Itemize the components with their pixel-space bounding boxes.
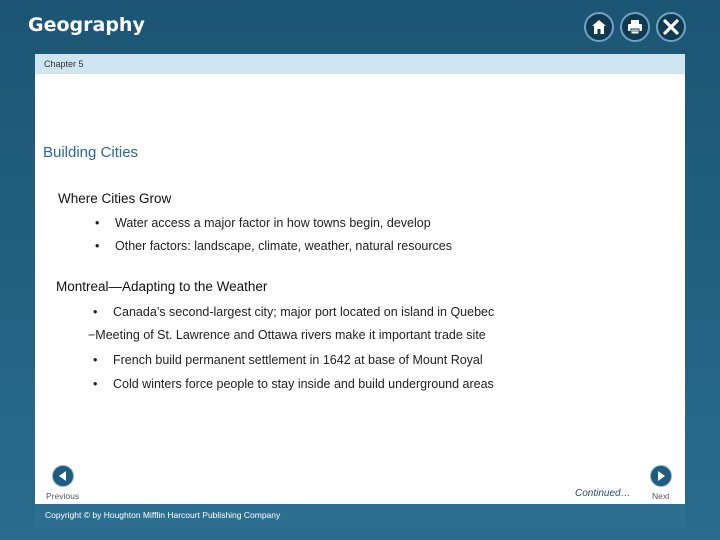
copyright-text: Copyright © by Houghton Mifflin Harcourt Publishing Company	[45, 510, 281, 520]
next-label: Next	[652, 491, 670, 501]
previous-button[interactable]	[52, 465, 74, 487]
bullet-dot: •	[93, 377, 98, 391]
bullet-dot: •	[93, 353, 98, 367]
close-button[interactable]	[656, 12, 686, 42]
bullet-text: French build permanent settlement in 1642 at base of Mount Royal	[113, 353, 483, 367]
next-button[interactable]	[650, 465, 672, 487]
bullet-text: Water access a major factor in how towns begin, develop	[115, 216, 431, 230]
bullet-text: Other factors: landscape, climate, weather, natural resources	[115, 239, 452, 253]
continued-label: Continued…	[575, 488, 631, 499]
chapter-bar	[35, 54, 685, 74]
bullet-dot: •	[95, 239, 100, 253]
bullet-text: Canada’s second-largest city; major port located on island in Quebec	[113, 305, 495, 319]
bullet-dot: •	[95, 216, 100, 230]
home-button[interactable]	[584, 12, 614, 42]
bullet-text: Cold winters force people to stay inside and build underground areas	[113, 377, 494, 391]
bullet-item	[93, 353, 483, 367]
print-button[interactable]	[620, 12, 650, 42]
close-icon	[662, 18, 680, 36]
arrow-right-icon	[655, 470, 667, 482]
app-title: Geography	[28, 14, 145, 36]
section-heading: Montreal—Adapting to the Weather	[56, 279, 268, 294]
slide-content	[35, 74, 685, 504]
bullet-item	[95, 216, 431, 230]
arrow-left-icon	[57, 470, 69, 482]
bullet-item	[93, 305, 494, 319]
section-heading: Where Cities Grow	[58, 191, 172, 206]
footer-bar	[35, 504, 685, 528]
bullet-item	[95, 239, 452, 253]
toolbar	[584, 12, 686, 42]
slide-title: Building Cities	[43, 144, 139, 161]
print-icon	[626, 18, 644, 36]
bullet-item	[93, 377, 494, 391]
chapter-label: Chapter 5	[44, 59, 84, 69]
previous-label: Previous	[46, 491, 80, 501]
bullet-dot: •	[93, 305, 98, 319]
home-icon	[590, 18, 608, 36]
sub-item: −Meeting of St. Lawrence and Ottawa rivers make it important trade site	[88, 328, 486, 342]
